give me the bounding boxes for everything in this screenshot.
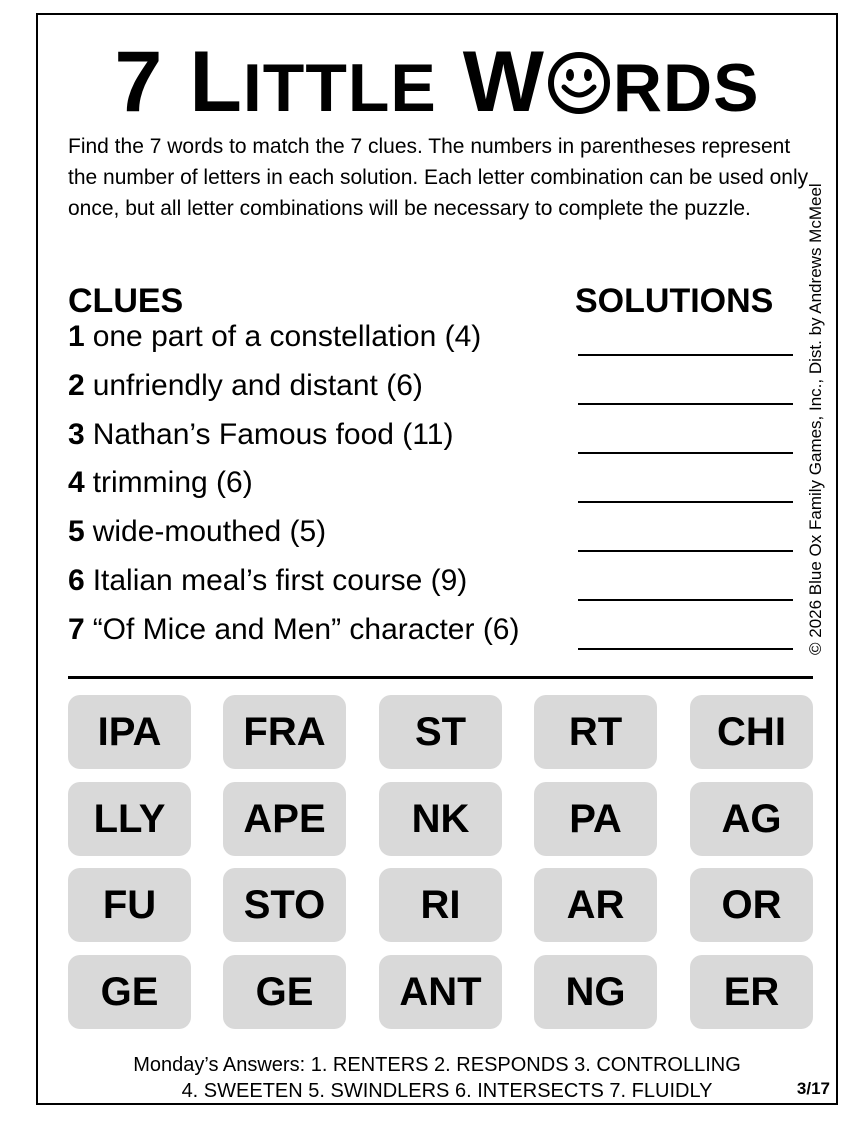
letter-tile[interactable]: RI: [379, 868, 502, 942]
clue-text: wide-mouthed (5): [92, 515, 327, 548]
solution-line-6[interactable]: [578, 599, 793, 601]
letter-tile[interactable]: FRA: [223, 695, 346, 769]
date-code: 3/17: [796, 1079, 830, 1098]
copyright-credit: © 2026 Blue Ox Family Games, Inc., Dist. by Andrews McMeel: [806, 183, 825, 655]
clue-6: [68, 563, 467, 599]
letter-tile[interactable]: GE: [223, 955, 346, 1029]
solution-line-4[interactable]: [578, 501, 793, 503]
clue-text: trimming (6): [92, 466, 253, 499]
clue-5: [68, 514, 326, 550]
letter-tile[interactable]: IPA: [68, 695, 191, 769]
title-word-rds: RDS: [612, 50, 760, 126]
solution-line-3[interactable]: [578, 452, 793, 454]
letter-tile[interactable]: RT: [534, 695, 657, 769]
title-word-ittle: ITTLE: [242, 50, 437, 126]
letter-tile[interactable]: STO: [223, 868, 346, 942]
letter-tile[interactable]: LLY: [68, 782, 191, 856]
letter-tile[interactable]: PA: [534, 782, 657, 856]
title-letter-l: L: [189, 34, 243, 130]
solution-line-1[interactable]: [578, 354, 793, 356]
letter-tile[interactable]: ER: [690, 955, 813, 1029]
letter-tile[interactable]: APE: [223, 782, 346, 856]
clue-number: 3: [68, 418, 85, 451]
solutions-heading: SOLUTIONS: [575, 282, 774, 320]
previous-answers: [38, 1052, 836, 1104]
clue-4: [68, 465, 253, 501]
smiley-face-icon: [547, 51, 611, 115]
section-divider: [68, 676, 813, 679]
solution-line-2[interactable]: [578, 403, 793, 405]
instructions-text: Find the 7 words to match the 7 clues. The numbers in parentheses represent the number of letters in each solution. Each letter combination can be used only once, but all letter combinations will be necessary to complete the puzzle.: [68, 135, 809, 220]
clue-text: Italian meal’s first course (9): [92, 564, 468, 597]
letter-tile[interactable]: ANT: [379, 955, 502, 1029]
solution-line-7[interactable]: [578, 648, 793, 650]
letter-tile[interactable]: NG: [534, 955, 657, 1029]
answers-line-1: Monday’s Answers: 1. RENTERS 2. RESPONDS 3. CONTROLLING: [133, 1054, 741, 1076]
clues-heading: CLUES: [68, 282, 184, 320]
clue-7: [68, 612, 519, 648]
clue-number: 4: [68, 466, 85, 499]
clue-text: Nathan’s Famous food (11): [92, 418, 454, 451]
clue-text: one part of a constellation (4): [92, 320, 482, 353]
clue-2: [68, 368, 423, 404]
clue-number: 7: [68, 613, 85, 646]
solution-line-5[interactable]: [578, 550, 793, 552]
clue-number: 6: [68, 564, 85, 597]
letter-tile[interactable]: AG: [690, 782, 813, 856]
clue-number: 5: [68, 515, 85, 548]
clue-number: 1: [68, 320, 85, 353]
clue-text: unfriendly and distant (6): [92, 369, 423, 402]
clue-number: 2: [68, 369, 85, 402]
letter-tile[interactable]: AR: [534, 868, 657, 942]
letter-tile[interactable]: CHI: [690, 695, 813, 769]
puzzle-title: [38, 34, 836, 130]
title-letter-w: W: [462, 34, 545, 130]
title-number: 7: [114, 34, 164, 130]
clue-text: “Of Mice and Men” character (6): [92, 613, 520, 646]
letter-tile[interactable]: NK: [379, 782, 502, 856]
clue-1: [68, 319, 481, 355]
letter-tile[interactable]: FU: [68, 868, 191, 942]
puzzle-frame: [36, 13, 838, 1105]
letter-tile[interactable]: GE: [68, 955, 191, 1029]
answers-line-2: 4. SWEETEN 5. SWINDLERS 6. INTERSECTS 7. FLUIDLY: [181, 1080, 713, 1102]
clue-3: [68, 417, 453, 453]
letter-tile[interactable]: ST: [379, 695, 502, 769]
letter-tile[interactable]: OR: [690, 868, 813, 942]
